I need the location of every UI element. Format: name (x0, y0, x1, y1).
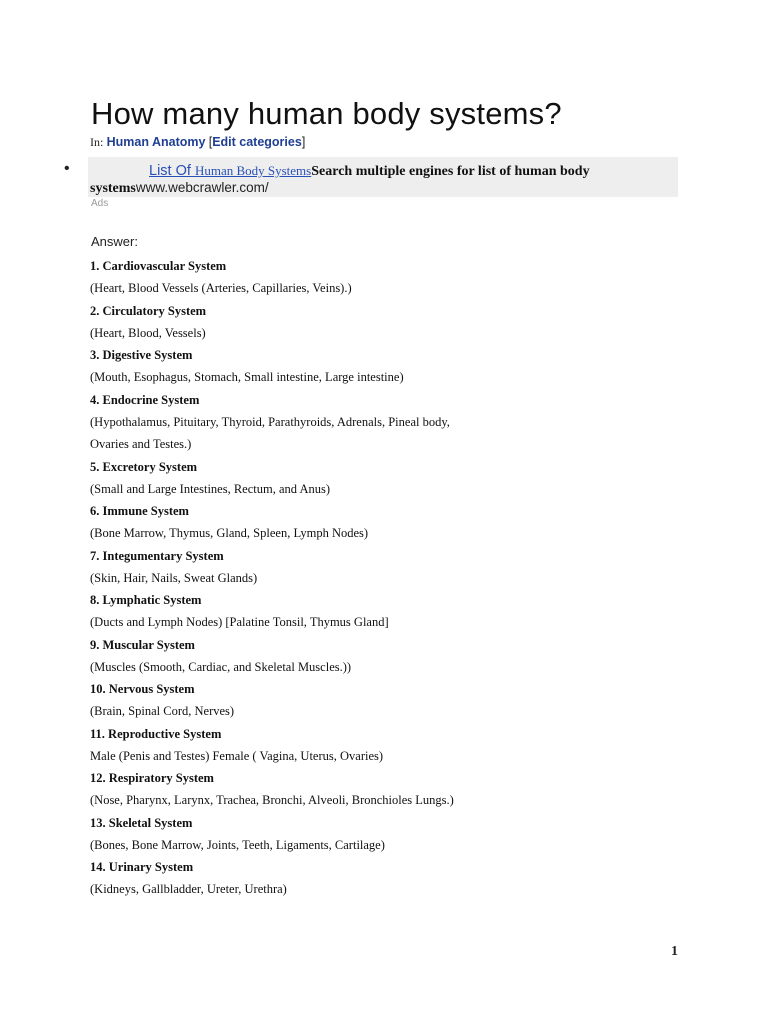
system-name: 11. Reproductive System (90, 726, 222, 741)
system-parts: Ovaries and Testes.) (90, 437, 192, 451)
system-parts: (Hypothalamus, Pituitary, Thyroid, Parathyroids, Adrenals, Pineal body, (90, 414, 450, 429)
system-item (90, 589, 690, 634)
ad-line-1 (149, 163, 590, 180)
page-number: 1 (671, 944, 678, 959)
ad-link-part1: List Of (149, 163, 195, 179)
system-name: 10. Nervous System (90, 682, 195, 696)
category-line (90, 134, 305, 150)
system-parts: (Small and Large Intestines, Rectum, and Anus) (90, 481, 330, 496)
system-name: 14. Urinary System (90, 860, 194, 874)
ad-line-2 (90, 180, 269, 197)
system-item (90, 634, 690, 679)
system-name: 13. Skeletal System (90, 815, 193, 830)
ad-link-part2: Human Body Systems (194, 163, 312, 178)
system-parts: (Mouth, Esophagus, Stomach, Small intestine, Large intestine) (90, 370, 404, 384)
answer-label: Answer: (91, 234, 138, 249)
ad-description-line1: Search multiple engines for list of human body (311, 164, 590, 179)
system-parts: Male (Penis and Testes) Female ( Vagina, Uterus, Ovaries) (90, 748, 384, 763)
ad-url[interactable]: www.webcrawler.com/ (135, 180, 269, 195)
system-name: 12. Respiratory System (90, 771, 214, 785)
system-item (90, 500, 690, 545)
system-item (90, 856, 690, 901)
system-item (90, 678, 690, 723)
system-parts: (Skin, Hair, Nails, Sweat Glands) (90, 570, 258, 585)
system-name: 6. Immune System (90, 504, 189, 518)
category-link-human-anatomy[interactable]: Human Anatomy (106, 135, 206, 149)
systems-list (90, 255, 690, 901)
close-bracket: ] (301, 135, 306, 149)
ad-bullet-icon: • (64, 160, 70, 177)
system-parts: (Brain, Spinal Cord, Nerves) (90, 704, 235, 718)
ad-link[interactable] (149, 163, 311, 179)
system-name: 5. Excretory System (90, 459, 198, 474)
system-name: 7. Integumentary System (90, 548, 224, 563)
system-parts: (Heart, Blood, Vessels) (90, 325, 206, 340)
system-name: 2. Circulatory System (90, 303, 207, 318)
system-item (90, 300, 690, 345)
ads-label: Ads (91, 198, 109, 209)
system-item (90, 344, 690, 389)
system-parts: (Muscles (Smooth, Cardiac, and Skeletal Muscles.)) (90, 659, 352, 674)
system-item (90, 812, 690, 857)
system-name: 9. Muscular System (90, 637, 195, 652)
system-parts: (Nose, Pharynx, Larynx, Trachea, Bronchi, Alveoli, Bronchioles Lungs.) (90, 793, 454, 807)
ad-description-line2: systems (90, 181, 136, 196)
system-parts: (Bone Marrow, Thymus, Gland, Spleen, Lymph Nodes) (90, 526, 369, 540)
system-name: 4. Endocrine System (90, 392, 200, 407)
system-item (90, 456, 690, 501)
system-parts: (Ducts and Lymph Nodes) [Palatine Tonsil, Thymus Gland] (90, 615, 389, 629)
system-item (90, 767, 690, 812)
category-in-label: In: (90, 135, 104, 149)
system-parts: (Heart, Blood Vessels (Arteries, Capillaries, Veins).) (90, 281, 352, 295)
open-bracket: [ (208, 135, 213, 149)
system-item (90, 255, 690, 300)
system-name: 1. Cardiovascular System (90, 259, 227, 273)
system-item (90, 545, 690, 590)
system-name: 8. Lymphatic System (90, 593, 202, 607)
system-item (90, 389, 690, 456)
edit-categories-link[interactable]: Edit categories (212, 135, 302, 149)
system-name: 3. Digestive System (90, 348, 193, 362)
page-title: How many human body systems? (91, 96, 562, 131)
system-parts: (Kidneys, Gallbladder, Ureter, Urethra) (90, 882, 287, 896)
system-item (90, 723, 690, 768)
system-parts: (Bones, Bone Marrow, Joints, Teeth, Ligaments, Cartilage) (90, 837, 385, 852)
